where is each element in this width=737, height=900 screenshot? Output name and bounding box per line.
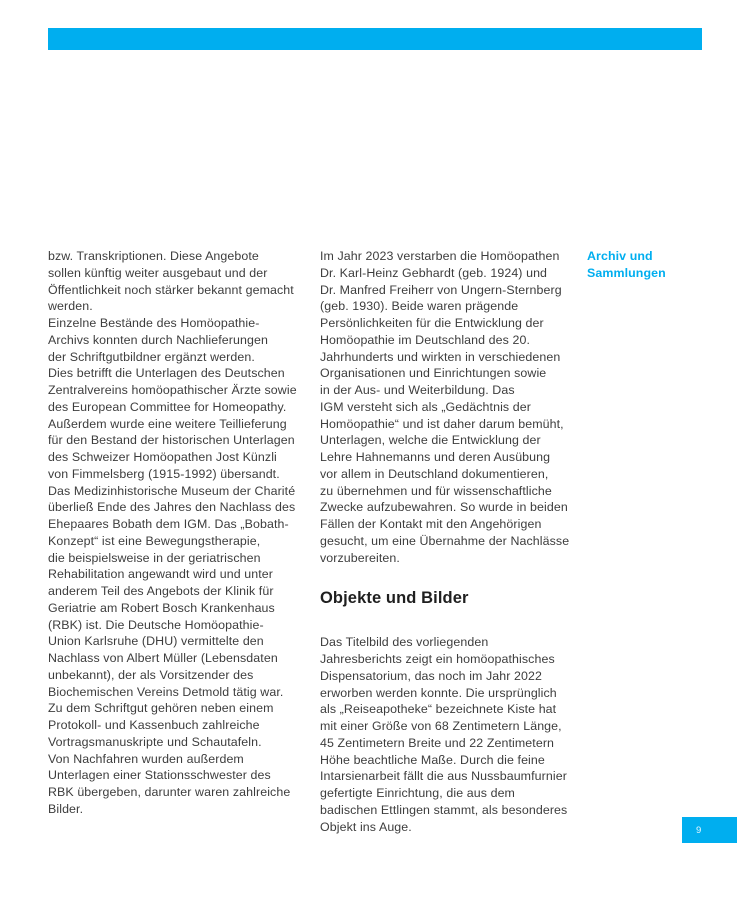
text-line: Unterlagen, welche die Entwicklung der (320, 433, 541, 448)
text-line: Konzept“ ist eine Bewegungstherapie, (48, 533, 261, 548)
margin-section-label (587, 248, 707, 282)
text-line: Objekt ins Auge. (320, 819, 412, 834)
text-line: in der Aus- und Weiterbildung. Das (320, 383, 515, 397)
paragraph-obituaries (320, 248, 586, 566)
text-line: erworben werden konnte. Die ursprünglich (320, 685, 557, 700)
paragraph-dispensatorium (320, 634, 586, 835)
text-line: Einzelne Bestände des Homöopathie- (48, 316, 260, 330)
text-line: Archivs konnten durch Nachlieferungen (48, 332, 268, 347)
text-line: Geriatrie am Robert Bosch Krankenhaus (48, 600, 275, 615)
text-line: Öffentlichkeit noch stärker bekannt gemacht (48, 282, 294, 297)
text-line: Bilder. (48, 801, 84, 816)
page-number: 9 (696, 824, 702, 836)
header-accent-bar (48, 28, 702, 50)
margin-section-label-line1: Archiv und (587, 249, 653, 263)
text-line: des European Committee for Homeopathy. (48, 399, 287, 414)
text-line: Das Medizinhistorische Museum der Charité (48, 483, 296, 498)
text-line: Dies betrifft die Unterlagen des Deutschen (48, 366, 285, 381)
text-line: Vortragsmanuskripte und Schautafeln. (48, 734, 262, 749)
text-line: vor allem in Deutschland dokumentieren, (320, 466, 549, 481)
text-line: Fällen der Kontakt mit den Angehörigen (320, 517, 542, 531)
page-number-badge (682, 817, 737, 843)
text-line: Union Karlsruhe (DHU) vermittelte den (48, 634, 264, 649)
text-line: 45 Zentimetern Breite und 22 Zentimetern (320, 735, 555, 750)
text-line: sollen künftig weiter ausgebaut und der (48, 265, 268, 280)
text-line: Intarsienarbeit fällt die aus Nussbaumfurnier (320, 769, 567, 784)
text-line: gesucht, um eine Übernahme der Nachlässe (320, 533, 570, 548)
text-line: zu übernehmen und für wissenschaftliche (320, 483, 552, 498)
text-line: Rehabilitation angewandt wird und unter (48, 567, 274, 582)
margin-section-label-line2: Sammlungen (587, 265, 666, 280)
text-line: werden. (48, 299, 93, 314)
text-line: Jahresberichts zeigt ein homöopathisches (320, 652, 555, 666)
text-line: Von Nachfahren wurden außerdem (48, 751, 244, 766)
text-line: Zu dem Schriftgut gehören neben einem (48, 701, 274, 716)
text-line: Nachlass von Albert Müller (Lebensdaten (48, 651, 278, 665)
text-line: Organisationen und Einrichtungen sowie (320, 366, 547, 381)
text-line: badischen Ettlingen stammt, als besonderes (320, 802, 568, 817)
text-line: Dr. Manfred Freiherr von Ungern-Sternberg (320, 282, 562, 297)
left-text-column (48, 248, 314, 818)
text-line: Zentralvereins homöopathischer Ärzte sowie (48, 383, 297, 397)
text-line: des Schweizer Homöopathen Jost Künzli (48, 450, 277, 464)
text-line: gefertigte Einrichtung, die aus dem (320, 786, 515, 800)
text-line: Persönlichkeiten für die Entwicklung der (320, 316, 544, 330)
text-line: Dr. Karl-Heinz Gebhardt (geb. 1924) und (320, 265, 548, 280)
text-line: Protokoll- und Kassenbuch zahlreiche (48, 718, 260, 732)
text-line: als „Reiseapotheke“ bezeichnete Kiste hat (320, 702, 557, 717)
text-line: mit einer Größe von 68 Zentimetern Länge, (320, 719, 562, 733)
section-heading: Objekte und Bilder (320, 589, 469, 608)
text-line: bzw. Transkriptionen. Diese Angebote (48, 249, 259, 263)
text-line: Höhe beachtliche Maße. Durch die feine (320, 752, 545, 767)
text-line: für den Bestand der historischen Unterlagen (48, 433, 295, 448)
middle-text-column (320, 248, 586, 835)
text-line: überließ Ende des Jahres den Nachlass des (48, 500, 296, 515)
text-line: RBK übergeben, darunter waren zahlreiche (48, 785, 291, 799)
text-line: (geb. 1930). Beide waren prägende (320, 299, 519, 314)
text-line: Lehre Hahnemanns und deren Ausübung (320, 450, 551, 464)
text-line: Homöopathie“ und ist daher darum bemüht, (320, 416, 564, 431)
text-line: Ehepaares Bobath dem IGM. Das „Bobath- (48, 517, 289, 531)
text-line: der Schriftgutbildner ergänzt werden. (48, 349, 255, 364)
text-line: Dispensatorium, das noch im Jahr 2022 (320, 668, 543, 683)
text-line: IGM versteht sich als „Gedächtnis der (320, 399, 531, 414)
text-line: Unterlagen einer Stationsschwester des (48, 768, 271, 783)
text-line: Im Jahr 2023 verstarben die Homöopathen (320, 249, 560, 263)
text-line: unbekannt), der als Vorsitzender des (48, 667, 254, 682)
text-line: anderem Teil des Angebots der Klinik für (48, 584, 274, 598)
text-line: Jahrhunderts und wirkten in verschiedenen (320, 349, 561, 364)
text-line: (RBK) ist. Die Deutsche Homöopathie- (48, 617, 264, 632)
text-line: Das Titelbild des vorliegenden (320, 635, 489, 650)
text-line: Außerdem wurde eine weitere Teillieferung (48, 416, 287, 431)
text-line: von Fimmelsberg (1915-1992) übersandt. (48, 466, 280, 481)
text-line: Biochemischen Vereins Detmold tätig war. (48, 684, 284, 699)
text-line: Zwecke aufzubewahren. So wurde in beiden (320, 500, 568, 515)
text-line: die beispielsweise in der geriatrischen (48, 550, 261, 565)
text-line: Homöopathie im Deutschland des 20. (320, 332, 531, 347)
text-line: vorzubereiten. (320, 550, 400, 565)
